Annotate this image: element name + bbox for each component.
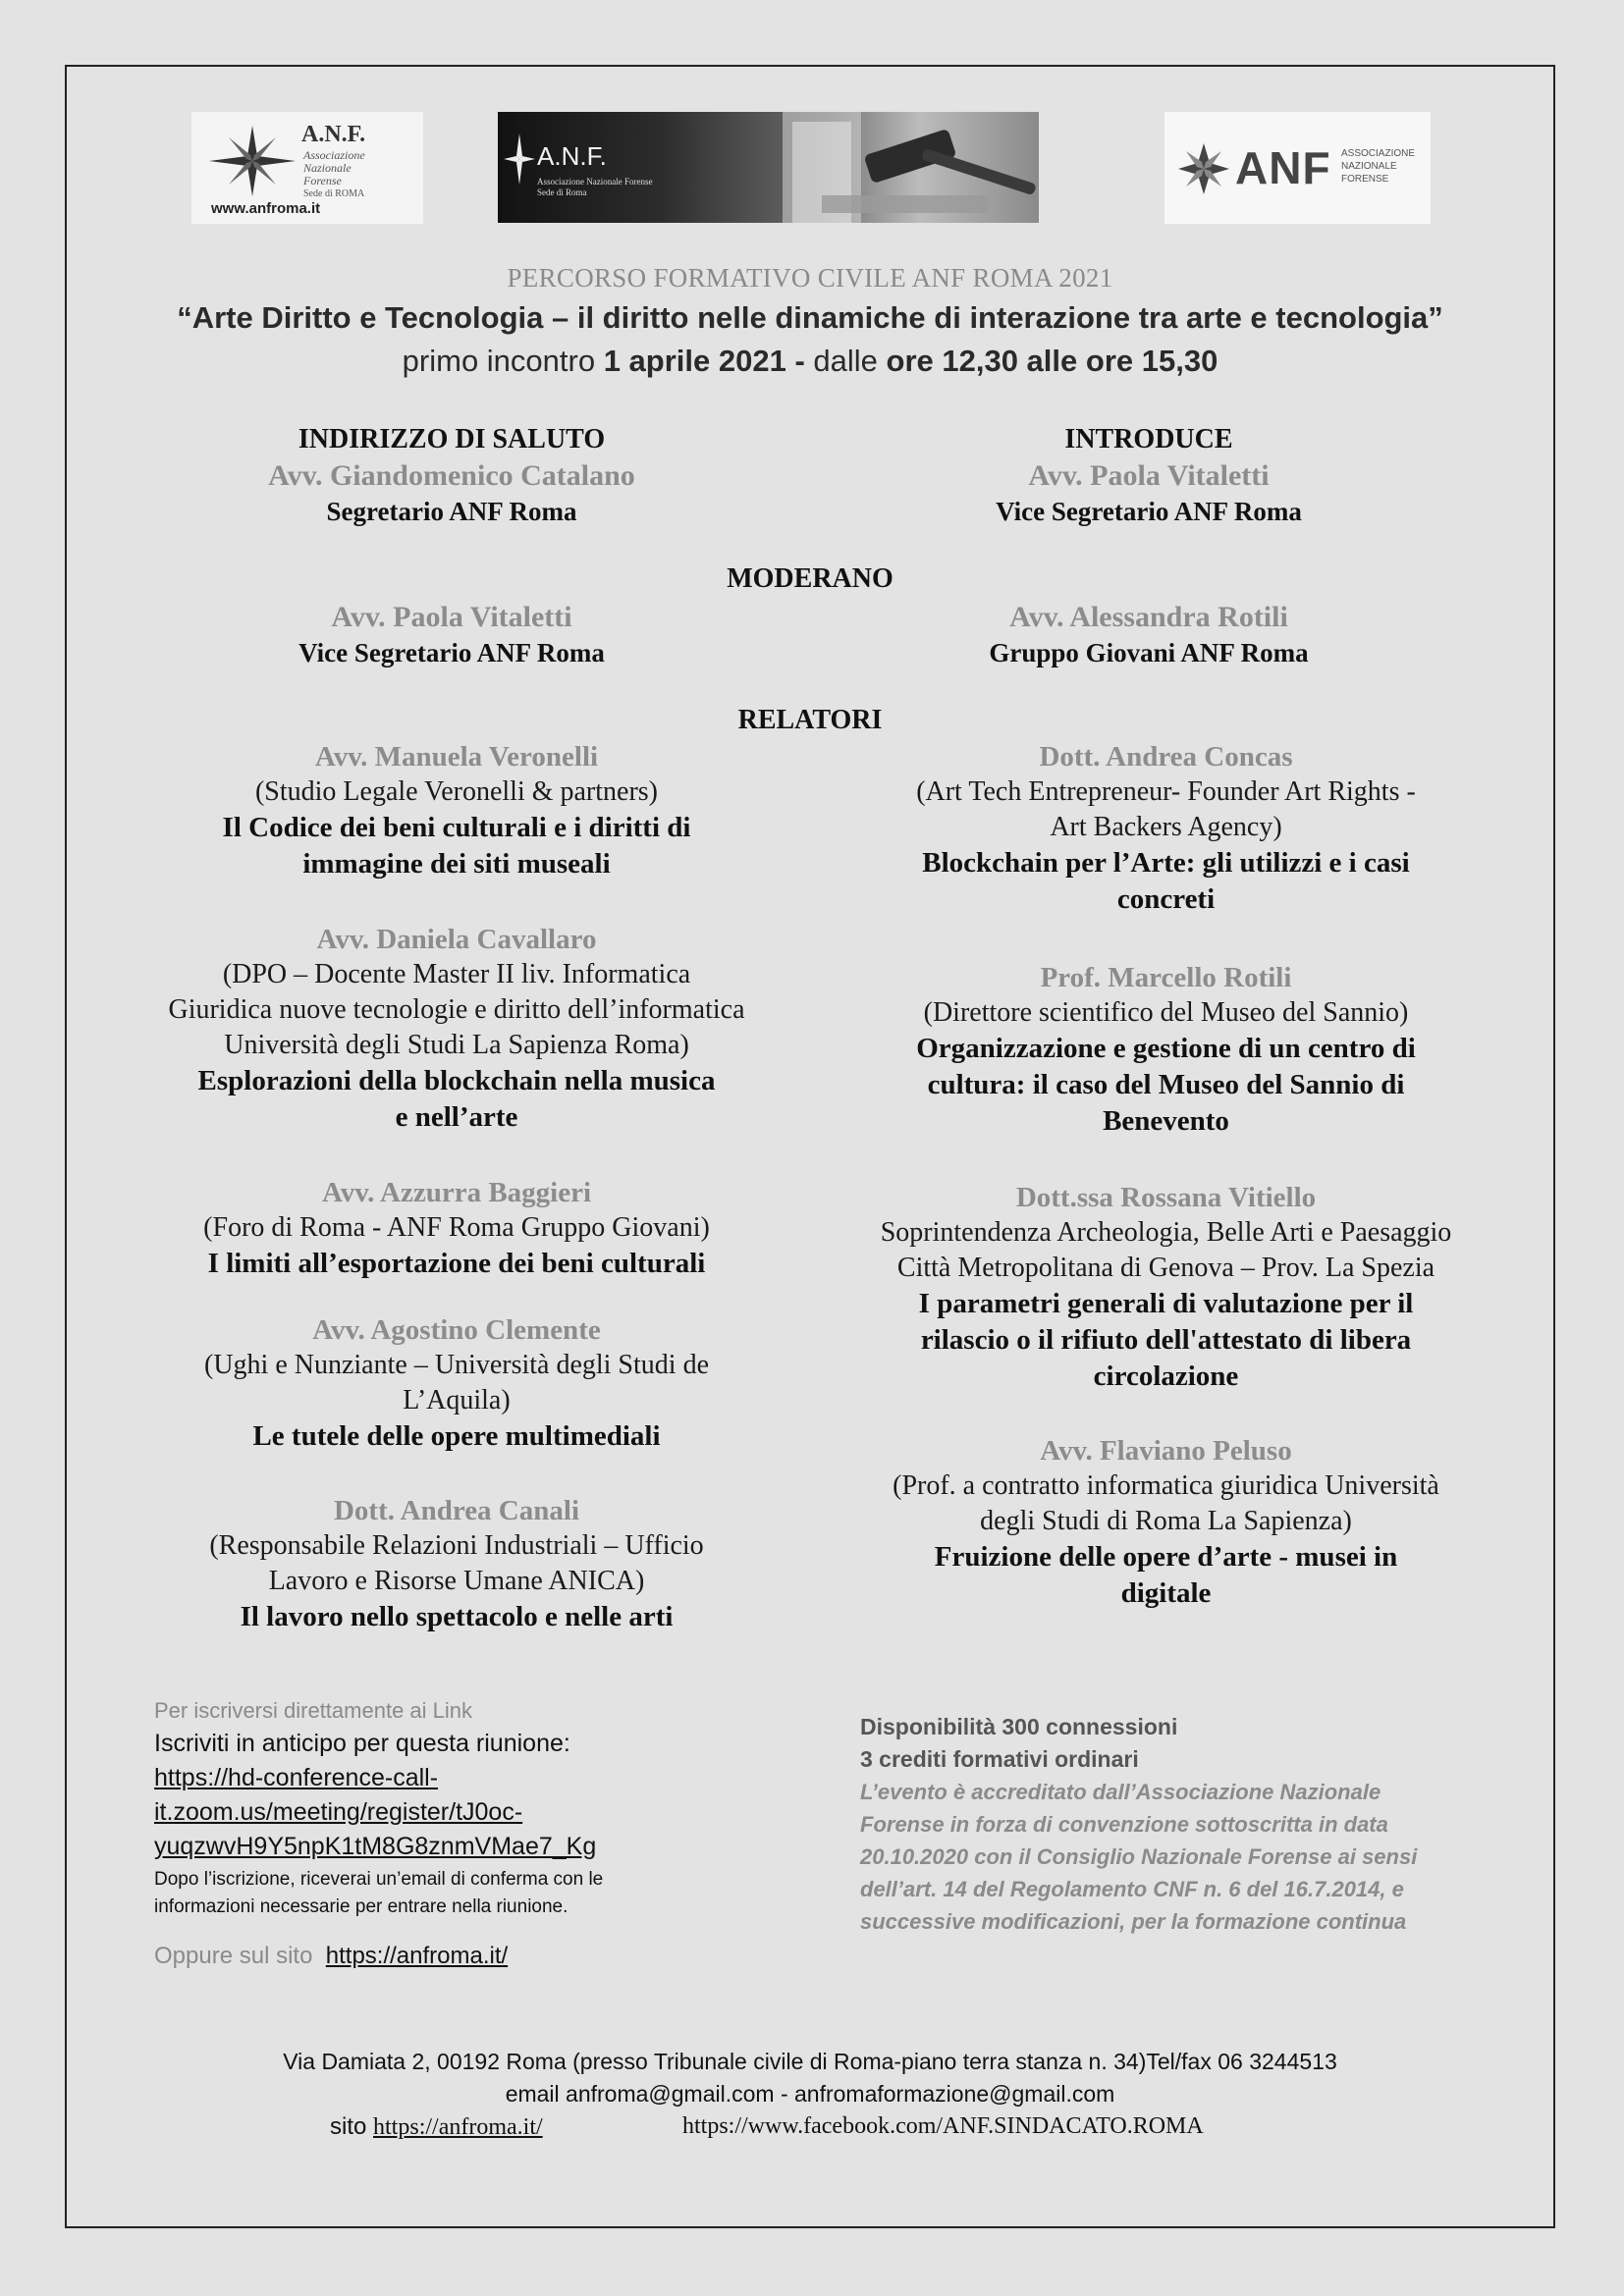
anf-national-line1: ASSOCIAZIONE	[1341, 148, 1416, 159]
registration-block	[154, 1696, 783, 1972]
date-prefix: primo incontro	[402, 344, 604, 378]
moderator-right-role: Gruppo Giovani ANF Roma	[989, 638, 1309, 667]
anf-sede-sub1: Associazione	[303, 148, 365, 162]
anf-sede-sub3: Forense	[303, 174, 342, 187]
anf-banner-logo	[498, 112, 1039, 223]
moderator-right-name: Avv. Alessandra Rotili	[1009, 601, 1288, 633]
speaker-affiliation: Lavoro e Risorse Umane ANICA)	[268, 1566, 645, 1596]
speaker-affiliation: (Foro di Roma - ANF Roma Gruppo Giovani)	[203, 1212, 710, 1243]
anf-banner-sub2: Sede di Roma	[537, 187, 587, 197]
anf-sede-sub4: Sede di ROMA	[303, 188, 365, 199]
time-prefix: dalle	[804, 344, 887, 378]
moderator-right	[844, 599, 1453, 670]
event-time: ore 12,30 alle ore 15,30	[886, 344, 1218, 378]
capacity-text: Disponibilità 300 connessioni	[860, 1714, 1178, 1739]
speaker-affiliation: Città Metropolitana di Genova – Prov. La Spezia	[896, 1253, 1435, 1283]
footer-site	[330, 2110, 543, 2144]
event-date: 1 aprile 2021 -	[603, 344, 805, 378]
intro-name: Avv. Paola Vitaletti	[1028, 459, 1270, 492]
moderator-left	[147, 599, 756, 670]
greeting-block	[147, 422, 756, 529]
registration-note	[154, 1866, 783, 1921]
speaker-card	[815, 1180, 1517, 1433]
speaker-affiliation: (Art Tech Entrepreneur- Founder Art Rights -	[916, 776, 1416, 807]
speaker-topic: I parametri generali di valutazione per il	[918, 1288, 1414, 1319]
speaker-name: Avv. Flaviano Peluso	[1040, 1435, 1292, 1467]
speaker-topic: Le tutele delle opere multimediali	[252, 1420, 661, 1452]
anf-sede-sub2: Nazionale	[303, 161, 352, 175]
speaker-name: Avv. Daniela Cavallaro	[316, 924, 597, 955]
speaker-affiliation: (Direttore scientifico del Museo del Sannio)	[923, 997, 1409, 1028]
speaker-name: Dott. Andrea Canali	[333, 1495, 579, 1526]
registration-note-line: Dopo l’iscrizione, riceverai un’email di conferma con le	[154, 1869, 604, 1890]
speaker-card	[108, 922, 805, 1175]
speaker-affiliation: (Prof. a contratto informatica giuridica Università	[893, 1470, 1439, 1501]
speaker-topic: digitale	[1120, 1577, 1212, 1609]
accreditation-line: 20.10.2020 con il Consiglio Nazionale Forense ai sensi	[860, 1844, 1418, 1869]
footer-site-link[interactable]: https://anfroma.it/	[373, 2114, 543, 2140]
speakers-right-column	[815, 739, 1517, 1612]
speaker-affiliation: (Studio Legale Veronelli & partners)	[254, 776, 659, 807]
speaker-affiliation: (Responsabile Relazioni Industriali – Ufficio	[209, 1530, 704, 1561]
speaker-card	[815, 1433, 1517, 1612]
speaker-affiliation: L’Aquila)	[403, 1385, 511, 1415]
speaker-affiliation: degli Studi di Roma La Sapienza)	[980, 1506, 1352, 1536]
speaker-card	[815, 960, 1517, 1180]
speaker-affiliation: Art Backers Agency)	[1050, 812, 1282, 842]
alt-label: Oppure sul sito	[154, 1943, 313, 1969]
speaker-topic: Organizzazione e gestione di un centro di	[916, 1033, 1416, 1064]
footer-email: email anfroma@gmail.com - anfromaformazione@gmail.com	[505, 2081, 1115, 2107]
speaker-name: Dott.ssa Rossana Vitiello	[1015, 1182, 1317, 1213]
speaker-topic: immagine dei siti museali	[302, 848, 611, 880]
registration-cta: Iscriviti in anticipo per questa riunione:	[154, 1730, 570, 1757]
credits-text: 3 crediti formativi ordinari	[860, 1746, 1139, 1772]
speaker-topic: Blockchain per l’Arte: gli utilizzi e i casi	[922, 847, 1410, 879]
accreditation-line: Forense in forza di convenzione sottoscritta in data	[860, 1812, 1388, 1837]
speaker-topic: I limiti all’esportazione dei beni culturali	[207, 1248, 706, 1279]
speaker-topic: rilascio o il rifiuto dell'attestato di libera	[920, 1324, 1412, 1356]
event-title: “Arte Diritto e Tecnologia – il diritto nelle dinamiche di interazione tra arte e tecnologia”	[177, 300, 1443, 335]
speaker-topic: Il lavoro nello spettacolo e nelle arti	[240, 1601, 674, 1632]
moderators-heading: MODERANO	[727, 563, 893, 594]
footer-site-label: sito	[330, 2113, 374, 2140]
speaker-affiliation: Giuridica nuove tecnologie e diritto dell’informatica	[168, 994, 745, 1025]
moderator-left-name: Avv. Paola Vitaletti	[331, 601, 572, 633]
speaker-name: Avv. Azzurra Baggieri	[321, 1177, 592, 1208]
speaker-affiliation: (Ughi e Nunziante – Università degli Studi de	[204, 1350, 709, 1380]
anf-national-logo	[1164, 112, 1431, 224]
event-date-line	[65, 344, 1555, 379]
greeting-heading: INDIRIZZO DI SALUTO	[298, 424, 606, 454]
speaker-card	[108, 1493, 805, 1635]
intro-heading: INTRODUCE	[1064, 424, 1233, 454]
speaker-affiliation: Università degli Studi La Sapienza Roma)	[224, 1030, 689, 1060]
zoom-link-line[interactable]: it.zoom.us/meeting/register/tJ0oc-	[154, 1798, 523, 1826]
moderator-left-role: Vice Segretario ANF Roma	[298, 638, 605, 667]
footer-facebook-link[interactable]: https://www.facebook.com/ANF.SINDACATO.ROMA	[682, 2113, 1204, 2139]
anf-national-line2: NAZIONALE	[1341, 161, 1397, 172]
greeting-role: Segretario ANF Roma	[326, 497, 577, 526]
speaker-topic: Esplorazioni della blockchain nella musica	[197, 1065, 716, 1096]
speaker-card	[815, 739, 1517, 960]
zoom-registration-link[interactable]	[154, 1761, 783, 1864]
speaker-name: Avv. Manuela Veronelli	[314, 741, 599, 773]
alt-site-link[interactable]: https://anfroma.it/	[325, 1943, 509, 1969]
accreditation-line: L’evento è accreditato dall’Associazione Nazionale	[860, 1780, 1381, 1804]
speaker-affiliation: Soprintendenza Archeologia, Belle Arti e Paesaggio	[880, 1217, 1452, 1248]
zoom-link-line[interactable]: https://hd-conference-call-	[154, 1764, 439, 1791]
speakers-heading: RELATORI	[737, 705, 883, 735]
speaker-topic: Il Codice dei beni culturali e i diritti di	[222, 812, 691, 843]
speaker-topic: circolazione	[1093, 1361, 1239, 1392]
intro-role: Vice Segretario ANF Roma	[996, 497, 1302, 526]
accreditation-text	[860, 1776, 1489, 1938]
anf-national-line3: FORENSE	[1341, 174, 1389, 185]
zoom-link-line[interactable]: yuqzwvH9Y5npK1tM8G8znmVMae7_Kg	[154, 1833, 597, 1860]
accreditation-block	[860, 1711, 1489, 1938]
speaker-card	[108, 739, 805, 922]
registration-label: Per iscriversi direttamente ai Link	[154, 1698, 473, 1723]
registration-note-line: informazioni necessarie per entrare nella riunione.	[154, 1896, 568, 1917]
speaker-card	[108, 1312, 805, 1493]
speaker-topic: concreti	[1116, 883, 1216, 915]
speakers-left-column	[108, 739, 805, 1635]
speaker-topic: Benevento	[1103, 1105, 1229, 1137]
accreditation-line: dell’art. 14 del Regolamento CNF n. 6 del 16.7.2014, e	[860, 1877, 1404, 1901]
speaker-name: Prof. Marcello Rotili	[1040, 962, 1292, 993]
speaker-topic: cultura: il caso del Museo del Sannio di	[927, 1069, 1405, 1100]
footer-address: Via Damiata 2, 00192 Roma (presso Tribunale civile di Roma-piano terra stanza n. 34)Tel/fax 06 3244513	[283, 2049, 1337, 2074]
speaker-topic: e nell’arte	[395, 1101, 518, 1133]
speaker-card	[108, 1175, 805, 1312]
alt-registration	[154, 1941, 783, 1972]
speaker-topic: Fruizione delle opere d’arte - musei in	[934, 1541, 1398, 1573]
anf-banner-sub1: Associazione Nazionale Forense	[537, 177, 653, 187]
speaker-name: Dott. Andrea Concas	[1039, 741, 1293, 773]
speaker-affiliation: (DPO – Docente Master II liv. Informatica	[222, 959, 691, 989]
star-emblem-icon	[1174, 112, 1233, 224]
anf-sede-logo	[191, 112, 423, 224]
intro-block	[844, 422, 1453, 529]
greeting-name: Avv. Giandomenico Catalano	[268, 459, 635, 492]
event-kicker: PERCORSO FORMATIVO CIVILE ANF ROMA 2021	[507, 263, 1113, 293]
anf-national-mark: ANF	[1235, 142, 1331, 193]
accreditation-line: successive modificazioni, per la formazione continua	[860, 1909, 1407, 1934]
speaker-name: Avv. Agostino Clemente	[312, 1314, 601, 1346]
anf-sede-title: A.N.F.	[301, 122, 366, 147]
anf-sede-url: www.anfroma.it	[211, 200, 321, 217]
anf-banner-title: A.N.F.	[537, 141, 607, 171]
